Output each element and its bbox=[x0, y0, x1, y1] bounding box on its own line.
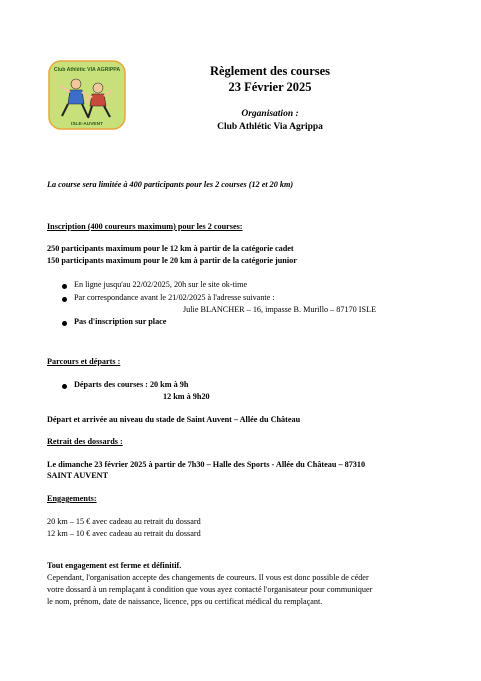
participant-limit-note: La course sera limitée à 400 participants pour les 2 courses (12 et 20 km) bbox=[47, 180, 294, 189]
bullet-icon bbox=[62, 284, 67, 289]
departs-12km: 12 km à 9h20 bbox=[163, 392, 210, 401]
bullet-icon bbox=[62, 321, 67, 326]
organisation-name: Club Athlétic Via Agrippa bbox=[217, 122, 323, 132]
inscription-line-20km: 150 participants maximum pour le 20 km à partir de la catégorie junior bbox=[47, 256, 297, 265]
parcours-heading: Parcours et départs : bbox=[47, 357, 121, 366]
inscription-line-12km: 250 participants maximum pour le 12 km à partir de la catégorie cadet bbox=[47, 244, 294, 253]
final-heading: Tout engagement est ferme et définitif. bbox=[47, 561, 182, 570]
engagement-20km: 20 km – 15 € avec cadeau au retrait du dossard bbox=[47, 517, 201, 526]
organisation-label: Organisation : bbox=[241, 109, 299, 119]
document-title: Règlement des courses bbox=[209, 64, 331, 78]
inscription-no-onsite: Pas d'inscription sur place bbox=[74, 317, 167, 326]
logo-bottom-text: ISLE-AUVENT bbox=[71, 122, 103, 127]
final-line-3: le nom, prénom, date de naissance, licence, pps ou certificat médical du remplaçant. bbox=[47, 597, 323, 606]
document-date: 23 Février 2025 bbox=[228, 80, 312, 94]
inscription-heading: Inscription (400 coureurs maximum) pour les 2 courses: bbox=[47, 222, 243, 231]
final-line-2: votre dossard à un remplaçant à condition que vous ayez contacté l'organisateur pour communiquer bbox=[47, 585, 373, 594]
retrait-line-2: SAINT AUVENT bbox=[47, 471, 109, 480]
club-logo bbox=[48, 60, 126, 130]
engagements-heading: Engagements: bbox=[47, 494, 97, 503]
departs-20km: Départs des courses : 20 km à 9h bbox=[74, 380, 189, 389]
start-finish-location: Départ et arrivée au niveau du stade de Saint Auvent – Allée du Château bbox=[47, 415, 301, 424]
inscription-address: Julie BLANCHER – 16, impasse B. Murillo – 87170 ISLE bbox=[183, 305, 377, 314]
engagement-12km: 12 km – 10 € avec cadeau au retrait du dossard bbox=[47, 529, 201, 538]
retrait-line-1: Le dimanche 23 février 2025 à partir de 7h30 – Halle des Sports - Allée du Château – 87310 bbox=[47, 460, 366, 469]
bullet-icon bbox=[62, 297, 67, 302]
retrait-heading: Retrait des dossards : bbox=[47, 437, 123, 446]
bullet-icon bbox=[62, 384, 67, 389]
logo-top-text: Club Athlétic VIA AGRIPPA bbox=[53, 67, 121, 73]
inscription-mail: Par correspondance avant le 21/02/2025 à l'adresse suivante : bbox=[74, 293, 275, 302]
inscription-online: En ligne jusqu'au 22/02/2025, 20h sur le site ok-time bbox=[74, 280, 248, 289]
final-line-1: Cependant, l'organisation accepte des changements de coureurs. Il vous est donc possible de céder bbox=[47, 573, 369, 582]
